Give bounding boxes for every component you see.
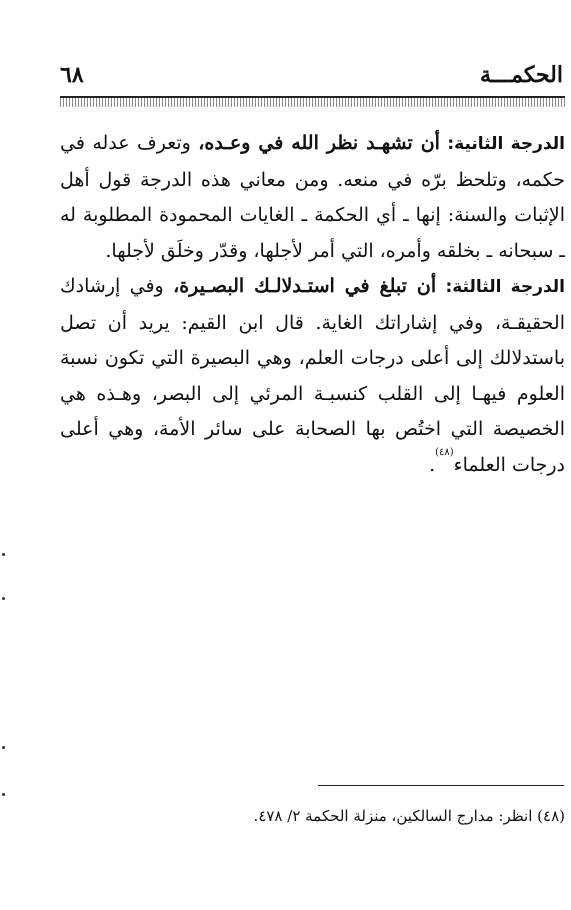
body-text <box>60 126 565 483</box>
paragraph-emphasis: أن تشهـد نظر الله في وعـده، <box>198 132 440 154</box>
header-rule <box>60 96 565 107</box>
paragraph-emphasis: أن تبلغ في استـدلالـك البصـيرة، <box>173 275 437 297</box>
running-title: الحكمـــة <box>479 62 563 88</box>
page-number: ٦٨ <box>60 62 84 88</box>
paragraph-lead: الدرجة الثانية: <box>447 134 565 154</box>
paragraph-tail: . <box>429 453 436 476</box>
footnote: (٤٨) انظر: مدارج السالكين، منزلة الحكمة ٢/ ٤٧٨. <box>253 807 565 825</box>
paragraph-lead: الدرجة الثالثة: <box>445 277 566 297</box>
footnote-rule <box>318 785 564 786</box>
paragraph-third-degree <box>60 269 565 483</box>
scan-mark <box>2 746 5 749</box>
paragraph-text: وفي إرشادك الحقيقـة، وفي إشاراتك الغاية. قال ابن القيم: يريد أن تصل باستدلالك إلى أعلى درجات العلم، وهي البصيرة التي تكون نسبة العلوم فيهـا إلى القلب كنسبـة المرئي إلى البصر، وهـذه هي الخصيصة التي اختُص بها الصحابة على سائر الأمة، وهي أعلى درجات العلماء <box>60 275 565 476</box>
page-header <box>60 62 565 94</box>
footnote-reference[interactable]: (٤٨) <box>435 446 454 458</box>
paragraph-second-degree <box>60 126 565 269</box>
paragraph-text: وتعرف عدله في حكمه، وتلحظ برّه في منعه. ومن معاني هذه الدرجة قول أهل الإثبات والسنة: إنها ـ أي الحكمة ـ الغايات المحمودة المطلوبة له ـ سبحانه ـ بخلقه وأمره، التي أمر لأجلها، وقدّر وخلَق لأجلها. <box>60 132 565 262</box>
scan-mark <box>2 553 5 556</box>
scan-mark <box>2 793 5 796</box>
scan-mark <box>2 597 5 600</box>
